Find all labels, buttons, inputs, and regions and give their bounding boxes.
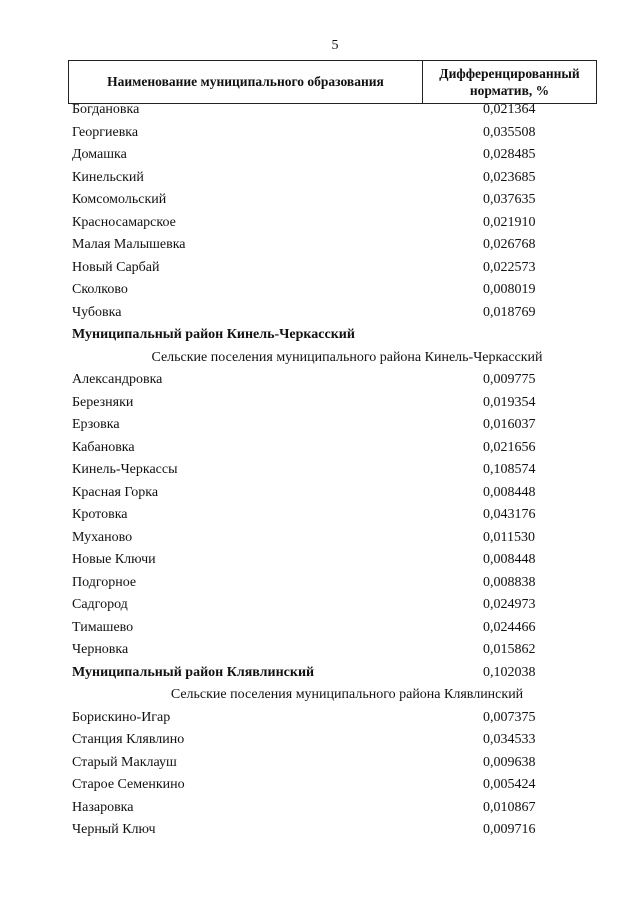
row-value: 0,016037 [483,417,536,433]
row-name: Тимашево [72,619,134,635]
table-row [72,752,572,775]
row-name: Подгорное [72,574,137,590]
row-name: Ерзовка [72,417,120,433]
column-header-name: Наименование муниципального образования [69,61,423,103]
table-row [72,144,572,167]
table-row [72,122,572,145]
table-row [72,549,572,572]
subheading-row [72,347,572,370]
row-name: Березняки [72,394,134,410]
table-header [68,60,597,104]
table-row [72,302,572,325]
table-row [72,639,572,662]
column-header-value [423,61,596,103]
page-number: 5 [331,38,339,53]
row-name: Домашка [72,147,127,163]
table-row [72,279,572,302]
row-name: Красная Горка [72,484,159,500]
row-name: Георгиевка [72,124,139,140]
table-row [72,167,572,190]
row-name: Назаровка [72,799,134,815]
row-value: 0,024973 [483,597,536,613]
row-name: Чубовка [72,304,122,320]
row-value: 0,034533 [483,732,536,748]
row-value: 0,021364 [483,102,536,118]
table-row [72,707,572,730]
column-header-value-line2: норматив, % [469,83,550,98]
row-name: Комсомольский [72,192,167,208]
table-row [72,819,572,842]
row-value: 0,022573 [483,259,536,275]
row-value: 0,024466 [483,619,536,635]
row-value: 0,108574 [483,462,536,478]
row-value: 0,028485 [483,147,536,163]
row-value: 0,037635 [483,192,536,208]
row-name: Муниципальный район Кинель-Черкасский [72,327,355,343]
row-value: 0,009775 [483,372,536,388]
row-name: Новый Сарбай [72,259,160,275]
subheading-row [72,684,572,707]
district-heading-row [72,662,572,685]
table-row [72,482,572,505]
row-name: Черный Ключ [72,822,156,838]
row-name: Сколково [72,282,128,298]
table-row [72,527,572,550]
row-value: 0,015862 [483,642,536,658]
row-value: 0,008448 [483,552,536,568]
table-row [72,392,572,415]
row-name: Кинельский [72,169,144,185]
row-value: 0,043176 [483,507,536,523]
row-value: 0,007375 [483,709,536,725]
district-heading-row [72,324,572,347]
row-value: 0,009716 [483,822,536,838]
column-header-value-line1: Дифференцированный [439,66,580,81]
row-value: 0,021910 [483,214,536,230]
table-row [72,617,572,640]
table-row [72,774,572,797]
row-name: Сельские поселения муниципального района Клявлинский [170,687,524,703]
table-row [72,189,572,212]
row-name: Борискино-Игар [72,709,171,725]
row-name: Сельские поселения муниципального района Кинель-Черкасский [151,349,543,365]
row-value: 0,035508 [483,124,536,140]
table-row [72,572,572,595]
row-value: 0,008448 [483,484,536,500]
row-name: Станция Клявлино [72,732,185,748]
row-name: Муханово [72,529,133,545]
row-name: Муниципальный район Клявлинский [72,664,315,680]
table-row [72,234,572,257]
row-value: 0,008019 [483,282,536,298]
row-value: 0,019354 [483,394,536,410]
row-name: Кротовка [72,507,128,523]
row-name: Александровка [72,372,163,388]
table-row [72,459,572,482]
row-name: Черновка [72,642,129,658]
row-value: 0,009638 [483,754,536,770]
row-value: 0,005424 [483,777,536,793]
table-row [72,99,572,122]
row-value: 0,010867 [483,799,536,815]
row-name: Новые Ключи [72,552,156,568]
table-row [72,369,572,392]
row-value: 0,026768 [483,237,536,253]
row-name: Кинель-Черкассы [72,462,178,478]
table-body [72,99,572,842]
table-row [72,437,572,460]
row-value: 0,021656 [483,439,536,455]
row-value: 0,011530 [483,529,535,545]
row-name: Красносамарское [72,214,176,230]
table-row [72,504,572,527]
row-name: Старый Маклауш [72,754,177,770]
row-value: 0,008838 [483,574,536,590]
row-name: Садгород [72,597,128,613]
row-value: 0,023685 [483,169,536,185]
table-row [72,729,572,752]
table-row [72,594,572,617]
row-value: 0,102038 [483,664,536,680]
table-row [72,212,572,235]
row-name: Малая Малышевка [72,237,186,253]
table-row [72,257,572,280]
row-name: Кабановка [72,439,135,455]
table-row [72,414,572,437]
row-name: Старое Семенкино [72,777,185,793]
row-name: Богдановка [72,102,140,118]
row-value: 0,018769 [483,304,536,320]
table-row [72,797,572,820]
